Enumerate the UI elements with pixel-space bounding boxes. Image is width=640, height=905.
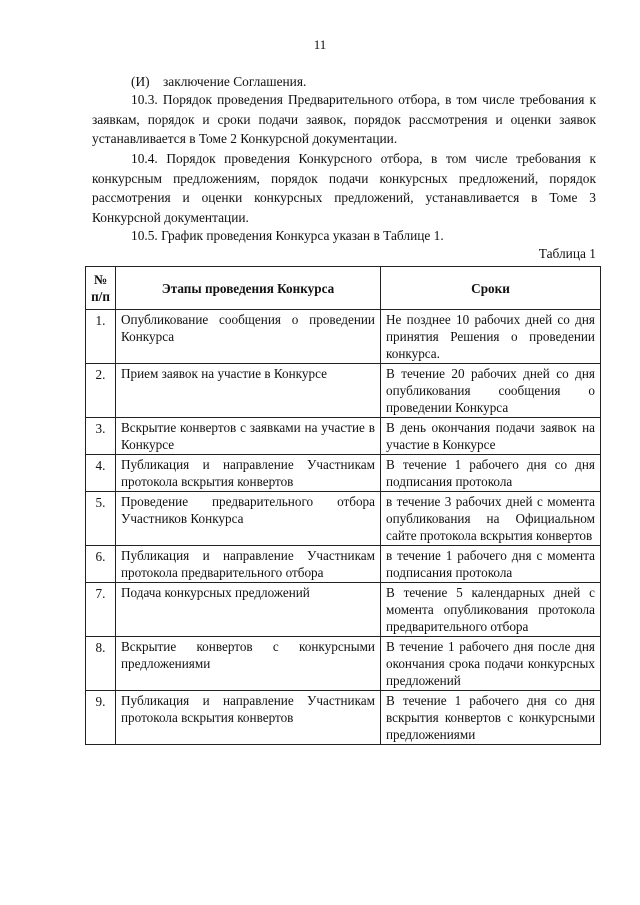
table-row xyxy=(86,310,601,364)
table-row xyxy=(86,364,601,418)
row-term: в течение 1 рабочего дня с момента подписания протокола xyxy=(381,546,601,583)
row-stage: Прием заявок на участие в Конкурсе xyxy=(116,364,381,418)
row-stage: Публикация и направление Участникам протокола предварительного отбора xyxy=(116,546,381,583)
row-term: в течение 3 рабочих дней с момента опубликования на Официальном сайте протокола вскрытия конвертов xyxy=(381,492,601,546)
row-term: В течение 1 рабочего дня со дня вскрытия конвертов с конкурсными предложениями xyxy=(381,691,601,745)
paragraph-10-3: 10.3. Порядок проведения Предварительного отбора, в том числе требования к заявкам, порядок и сроки подачи заявок, порядок рассмотрения и оценки заявок устанавливается в Томе 2 Конкурсной документации. xyxy=(92,92,596,146)
table-row xyxy=(86,492,601,546)
row-number: 6. xyxy=(86,546,116,583)
row-stage: Опубликование сообщения о проведении Конкурса xyxy=(116,310,381,364)
row-number: 2. xyxy=(86,364,116,418)
table-row xyxy=(86,455,601,492)
header-stage: Этапы проведения Конкурса xyxy=(116,267,381,310)
row-stage: Публикация и направление Участникам протокола вскрытия конвертов xyxy=(116,455,381,492)
row-number: 9. xyxy=(86,691,116,745)
header-term: Сроки xyxy=(381,267,601,310)
table-row xyxy=(86,691,601,745)
row-term: В день окончания подачи заявок на участие в Конкурсе xyxy=(381,418,601,455)
table-row xyxy=(86,546,601,583)
paragraph-10-4: 10.4. Порядок проведения Конкурсного отбора, в том числе требования к конкурсным предложениям, порядок подачи конкурсных предложений, порядок рассмотрения и оценки конкурсных предложений, устанавливается в Томе 3 Конкурсной документации. xyxy=(92,151,596,225)
row-stage: Проведение предварительного отбора Участников Конкурса xyxy=(116,492,381,546)
row-term: Не позднее 10 рабочих дней со дня принятия Решения о проведении конкурса. xyxy=(381,310,601,364)
row-term: В течение 1 рабочего дня после дня окончания срока подачи конкурсных предложений xyxy=(381,637,601,691)
row-stage: Публикация и направление Участникам протокола вскрытия конвертов xyxy=(116,691,381,745)
header-number: № п/п xyxy=(86,267,116,310)
table-row xyxy=(86,583,601,637)
row-stage: Подача конкурсных предложений xyxy=(116,583,381,637)
paragraph-10-5: 10.5. График проведения Конкурса указан в Таблице 1. xyxy=(131,228,444,243)
table-row xyxy=(86,637,601,691)
table-caption: Таблица 1 xyxy=(538,246,596,261)
page-number: 11 xyxy=(313,37,327,52)
row-number: 5. xyxy=(86,492,116,546)
table-header-row xyxy=(86,267,601,310)
contest-schedule-table xyxy=(85,266,601,745)
row-number: 4. xyxy=(86,455,116,492)
row-term: В течение 1 рабочего дня со дня подписания протокола xyxy=(381,455,601,492)
table-row xyxy=(86,418,601,455)
paragraph-conclusion: (И) заключение Соглашения. xyxy=(131,74,307,89)
row-term: В течение 5 календарных дней с момента опубликования протокола предварительного отбора xyxy=(381,583,601,637)
row-number: 1. xyxy=(86,310,116,364)
row-number: 3. xyxy=(86,418,116,455)
row-stage: Вскрытие конвертов с конкурсными предложениями xyxy=(116,637,381,691)
row-number: 7. xyxy=(86,583,116,637)
row-term: В течение 20 рабочих дней со дня опубликования сообщения о проведении Конкурса xyxy=(381,364,601,418)
row-number: 8. xyxy=(86,637,116,691)
row-stage: Вскрытие конвертов с заявками на участие в Конкурсе xyxy=(116,418,381,455)
